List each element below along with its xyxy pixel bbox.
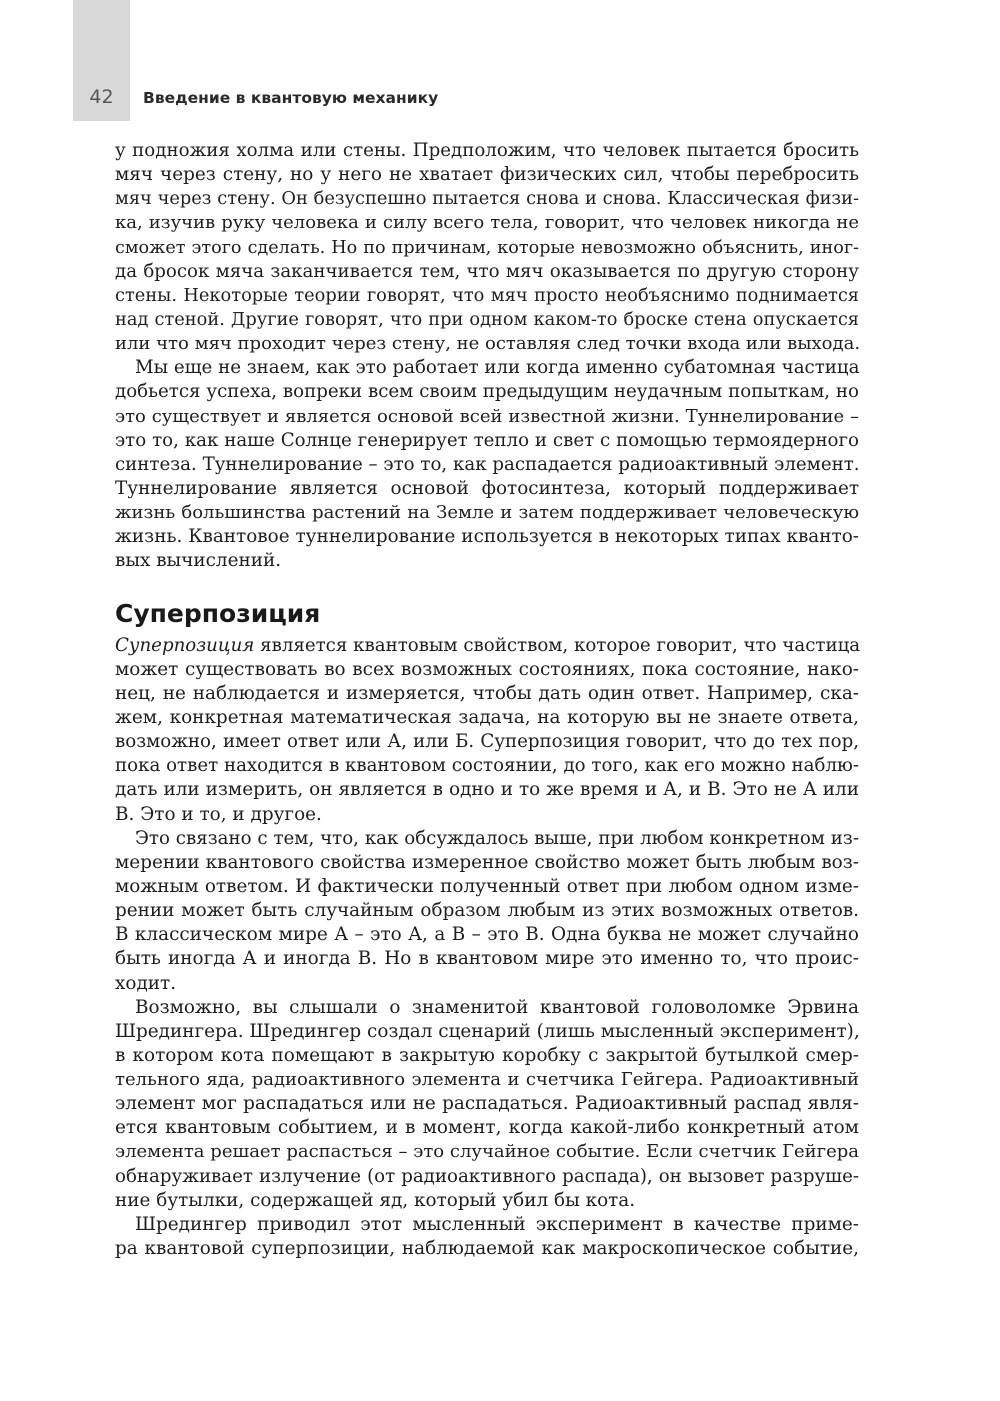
text-line: ется квантовым событием, и в момент, когда какой-либо конкретный атом xyxy=(115,1117,859,1139)
text-line: Возможно, вы слышали о знаменитой квантовой головоломке Эрвина xyxy=(135,996,859,1018)
text-line: Шредингер приводил этот мысленный эксперимент в качестве приме- xyxy=(135,1213,859,1235)
text-line: тельного яда, радиоактивного элемента и счетчика Гейгера. Радиоактивный xyxy=(115,1069,859,1091)
text-line: жем, конкретная математическая задача, на которую вы не знаете ответа, xyxy=(115,706,859,728)
text-line: сможет этого сделать. Но по причинам, которые невозможно объяснить, иног- xyxy=(115,237,859,258)
paragraph-1 xyxy=(115,139,859,356)
text-line: рении может быть случайным образом любым из этих возможных ответов. xyxy=(115,900,859,922)
paragraph-4 xyxy=(115,827,859,996)
text-line: это существует и является основой всей известной жизни. Туннелирование – xyxy=(115,405,859,427)
text-line: В. Это и то, и другое. xyxy=(115,803,322,825)
text-line: ка, изучив руку человека и силу всего тела, говорит, что человек никогда не xyxy=(115,212,859,234)
text-line: в котором кота помещают в закрытую коробку с закрытой бутылкой смер- xyxy=(115,1044,859,1066)
text-line: стены. Некоторые теории говорят, что мяч просто необъяснимо поднимается xyxy=(115,284,859,306)
paragraph-3 xyxy=(115,634,859,827)
text-line: мяч через стену, но у него не хватает физических сил, чтобы перебросить xyxy=(115,164,859,186)
paragraph-2 xyxy=(115,356,859,573)
text-line: или что мяч проходит через стену, не оставляя след точки входа или выхода. xyxy=(115,333,861,355)
paragraph-5 xyxy=(115,996,859,1213)
text-line: Шредингера. Шредингер создал сценарий (лишь мысленный эксперимент), xyxy=(115,1020,860,1042)
text-line: синтеза. Туннелирование – это то, как распадается радиоактивный элемент. xyxy=(115,453,860,475)
text-line: быть иногда А и иногда В. Но в квантовом мире это именно то, что проис- xyxy=(115,948,859,970)
text-line: Туннелирование является основой фотосинтеза, который поддерживает xyxy=(115,477,859,499)
text-line: пока ответ находится в квантовом состоянии, до того, как его можно наблю- xyxy=(115,755,859,777)
text-line: это то, как наше Солнце генерирует тепло и свет с помощью термоядерного xyxy=(115,429,859,451)
text-line: ра квантовой суперпозиции, наблюдаемой как макроскопическое событие, xyxy=(115,1238,859,1260)
text-line: элемента решает распасться – это случайное событие. Если счетчик Гейгера xyxy=(115,1141,859,1163)
text-line: над стеной. Другие говорят, что при одном каком-то броске стена опускается xyxy=(115,308,859,330)
italic-term: Суперпозиция xyxy=(115,634,255,656)
text-line: дать или измерить, он является в одно и то же время и А, и В. Это не А или xyxy=(115,779,859,801)
text-line: элемент мог распадаться или не распадаться. Радиоактивный распад явля- xyxy=(115,1093,859,1115)
running-head: Введение в квантовую механику xyxy=(143,89,439,107)
text-line: жизнь. Квантовое туннелирование используется в некоторых типах кванто- xyxy=(115,526,859,548)
body-text xyxy=(115,139,859,1261)
section-heading: Суперпозиция xyxy=(115,598,321,628)
text-line: В классическом мире А – это А, а В – это В. Одна буква не может случайно xyxy=(115,924,859,946)
text-line: Это связано с тем, что, как обсуждалось выше, при любом конкретном из- xyxy=(135,827,859,849)
text-fragment: является квантовым свойством, которое говорит, что частица xyxy=(254,634,861,656)
text-line: мерении квантового свойства измеренное свойство может быть любым воз- xyxy=(115,851,859,873)
text-line: добьется успеха, вопреки всем своим предыдущим неудачным попыткам, но xyxy=(115,381,859,403)
paragraph-3-lines xyxy=(115,658,859,827)
text-line: у подножия холма или стены. Предположим, что человек пытается бросить xyxy=(115,140,859,161)
text-line: ние бутылки, содержащей яд, который убил бы кота. xyxy=(115,1189,636,1211)
page-number: 42 xyxy=(89,86,114,108)
text-line: мяч через стену. Он безуспешно пытается снова и снова. Классическая физи- xyxy=(115,188,859,210)
text-line: обнаруживает излучение (от радиоактивного распада), он вызовет разруше- xyxy=(115,1165,859,1187)
text-line: можным ответом. И фактически полученный ответ при любом одном изме- xyxy=(115,875,859,897)
text-line: нец, не наблюдается и измеряется, чтобы дать один ответ. Например, ска- xyxy=(115,682,859,704)
text-line xyxy=(115,634,859,658)
text-line: возможно, имеет ответ или А, или Б. Суперпозиция говорит, что до тех пор, xyxy=(115,731,859,753)
text-line: ходит. xyxy=(115,972,177,994)
text-line: Мы еще не знаем, как это работает или когда именно субатомная частица xyxy=(135,357,860,379)
text-line: жизнь большинства растений на Земле и затем поддерживает человеческую xyxy=(115,502,859,524)
text-line: может существовать во всех возможных состояниях, пока состояние, нако- xyxy=(115,658,859,680)
text-line: вых вычислений. xyxy=(115,550,282,572)
text-line: да бросок мяча заканчивается тем, что мяч оказывается по другую сторону xyxy=(115,260,859,282)
paragraph-6 xyxy=(115,1213,859,1261)
